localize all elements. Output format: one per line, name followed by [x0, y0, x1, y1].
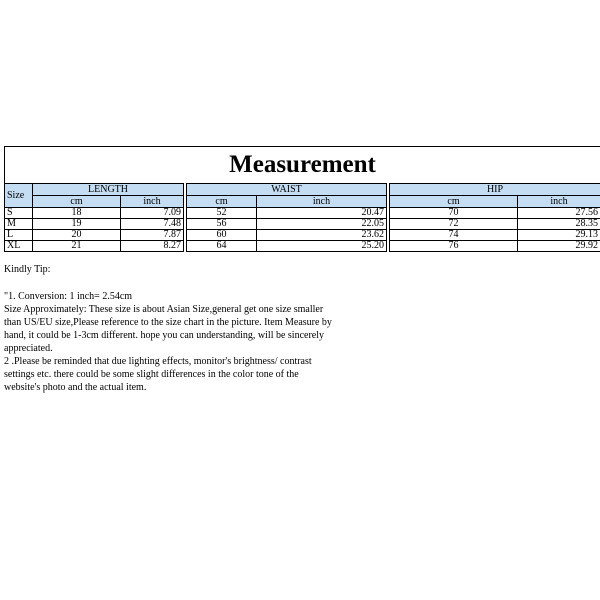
note-line: Size Approximately: These size is about Asian Size,general get one size smaller [4, 304, 324, 315]
hip-cm-cell: 72 [390, 219, 518, 230]
tip-label: Kindly Tip: [4, 264, 51, 275]
note-line: settings etc. there could be some slight differences in the color tone of the [4, 369, 299, 380]
hip-cm-cell: 74 [390, 230, 518, 241]
length-inch-cell: 7.48 [121, 219, 184, 230]
note-line: than US/EU size,Please reference to the size chart in the picture. Item Measure by [4, 317, 332, 328]
table-row [5, 219, 600, 230]
note-line: hand, it could be 1-3cm different. hope you can understanding, will be sincerely [4, 330, 324, 341]
unit-inch: inch [518, 196, 600, 208]
note-line: appreciated. [4, 343, 53, 354]
size-cell: L [5, 230, 33, 241]
waist-cm-cell: 56 [187, 219, 257, 230]
hip-cm-cell: 70 [390, 208, 518, 219]
size-cell: M [5, 219, 33, 230]
waist-cm-cell: 60 [187, 230, 257, 241]
length-cm-cell: 19 [33, 219, 121, 230]
chart-title: Measurement [4, 146, 600, 183]
measurement-chart [4, 146, 600, 252]
length-cm-cell: 20 [33, 230, 121, 241]
note-line: website's photo and the actual item. [4, 382, 147, 393]
notes-section [4, 263, 594, 394]
hip-inch-cell: 27.56 [518, 208, 600, 219]
group-length: LENGTH [33, 184, 184, 196]
note-line: 2 .Please be reminded that due lighting effects, monitor's brightness/ contrast [4, 356, 312, 367]
waist-inch-cell: 25.20 [257, 241, 387, 252]
waist-inch-cell: 23.62 [257, 230, 387, 241]
table-row [5, 241, 600, 252]
note-line: "1. Conversion: 1 inch= 2.54cm [4, 291, 133, 302]
group-header-row [5, 184, 600, 196]
waist-inch-cell: 22.05 [257, 219, 387, 230]
hip-inch-cell: 29.92 [518, 241, 600, 252]
size-cell: XL [5, 241, 33, 252]
size-header: Size [5, 184, 33, 208]
table-row [5, 230, 600, 241]
hip-inch-cell: 28.35 [518, 219, 600, 230]
waist-cm-cell: 52 [187, 208, 257, 219]
length-cm-cell: 18 [33, 208, 121, 219]
group-waist: WAIST [187, 184, 387, 196]
hip-inch-cell: 29.13 [518, 230, 600, 241]
waist-cm-cell: 64 [187, 241, 257, 252]
length-cm-cell: 21 [33, 241, 121, 252]
unit-inch: inch [257, 196, 387, 208]
length-inch-cell: 7.87 [121, 230, 184, 241]
unit-header-row [5, 196, 600, 208]
length-inch-cell: 7.09 [121, 208, 184, 219]
length-inch-cell: 8.27 [121, 241, 184, 252]
waist-inch-cell: 20.47 [257, 208, 387, 219]
size-table [4, 183, 600, 252]
unit-cm: cm [33, 196, 121, 208]
hip-cm-cell: 76 [390, 241, 518, 252]
group-hip: HIP [390, 184, 600, 196]
size-cell: S [5, 208, 33, 219]
unit-inch: inch [121, 196, 184, 208]
unit-cm: cm [390, 196, 518, 208]
table-row [5, 208, 600, 219]
unit-cm: cm [187, 196, 257, 208]
